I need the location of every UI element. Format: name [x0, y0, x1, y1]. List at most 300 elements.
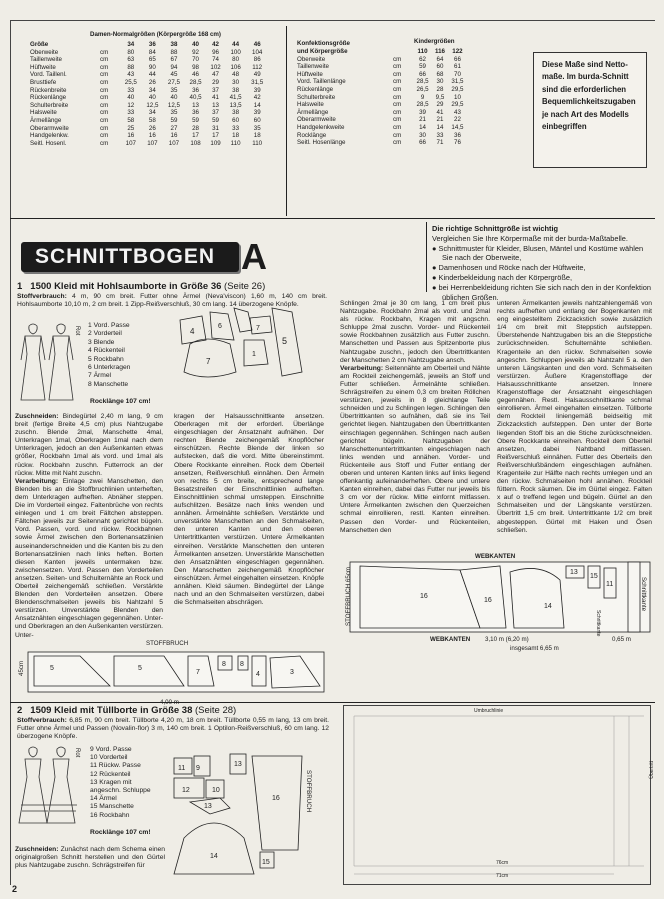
cell-value: 14,5	[451, 123, 464, 131]
cell-value: 29,5	[451, 101, 464, 109]
pattern-part: 10 Vorderteil	[90, 754, 128, 762]
pattern-part: 15 Manschette	[90, 803, 134, 811]
cell-value: 33	[127, 86, 135, 94]
row-unit: cm	[100, 71, 109, 79]
cell-value: 25	[127, 124, 135, 132]
model1-col4: unteren Ärmelkanten jeweils nahtzahlengemäß von rechts aufheften und entlang der Bogenkanten mit eng eingestelltem Zickzackstich sowie zusätzlich 1/4 cm breit mit Steppstich aufsteppen. Überstehende Nahtzugaben bis an die Steppstiche zurückschneiden. Schulternähte schließen. Kragenteile an den rückw. Schmalseiten sowie angeschn. Schluppen jeweils ab Nahtzahl 5 a. den unteren Längskanten und den vord. Schmalseiten verstürzen. Äußere Kragenstofflage der Halsausschnittkante ansetzen. Innere Kragenstofflage der Ansatznaht eingeschlagen gegennähen. Restl. Halsausschnittkante schmal einrollieren. Ärmel eingehalten einsetzen. Tüllborte dem Rockteil liniengemäß beidseitig mit Zickzackstich aufsteppen. Den unter der Borte liegenden Stoff bis an die Stiche zurückschneiden. Obere Rockkante einreihen. Rockteil dem Oberteil ansetzen, dabei Nahtband mitfassen. Reißverschluß einnähen. Futter des Oberteils den Reißverschlußbändern eingeschlagen aufnähen. Kragenteile zur Hälfte nach rechts umlegen und an den rückw. Schmalseiten hohl annähen. Rockteil füttern. Rock säumen. Die im Gürtel eingez. Falten x auf o treffend legen und bügeln. Gürtel an den Schmalseiten und der Längskante verstürzen. Übertritt 1,5 cm breit. Untertrittkante 1/2 cm breit abgesteppen. Gürtel mit Haken und Ösen schließen.	[497, 300, 652, 534]
advice-bullet: ● Schnittmuster für Kleider, Blusen, Mäntel und Kostüme wählen Sie nach der Oberweite,	[432, 243, 644, 263]
cell-value: 39	[419, 108, 426, 116]
cell-value: 86	[253, 56, 261, 64]
size-header: 38	[170, 41, 178, 48]
svg-text:7: 7	[256, 325, 260, 332]
divider	[10, 20, 655, 21]
right-selvage-bottom: WEBKANTEN	[430, 636, 471, 643]
material-text: 6,85 m, 90 cm breit. Tüllborte 4,20 m, 18 cm breit. Tüllborte 0,55 m lang, 13 cm breit. Futter ohne Ärmel und Passen (Novalin-flor) 3 m, 140 cm breit. 1 Optilon-Reißverschluß, 60 cm lang. 12 überzogene Knöpfe.	[17, 717, 330, 741]
model2-parts-label: Rot	[74, 748, 80, 758]
model1-illustration	[15, 322, 79, 402]
cell-value: 35	[170, 109, 178, 117]
cell-value: 28,5	[416, 101, 429, 109]
cell-value: 39	[253, 109, 261, 117]
cell-value: 29	[436, 101, 444, 109]
cell-value: 60	[232, 116, 240, 124]
grid-bottom-label-2: 71cm	[496, 873, 509, 879]
table-row	[297, 78, 467, 86]
size-advice	[432, 224, 654, 302]
model1-fold-label: STOFFBRUCH	[146, 640, 189, 647]
pattern-part: 2 Vorderteil	[88, 330, 122, 338]
row-label: Taillenweite	[297, 63, 329, 71]
cell-value: 104	[252, 48, 263, 56]
row-unit: cm	[100, 56, 109, 64]
cell-value: 35	[253, 124, 261, 132]
divider	[426, 222, 427, 292]
size-advice-intro: Vergleichen Sie Ihre Körpermaße mit der burda-Maßtabelle.	[432, 233, 628, 243]
banner-letter: A	[241, 236, 267, 277]
model2-page-ref: (Seite 28)	[195, 705, 237, 716]
grid-side-label: Übertritt	[649, 760, 656, 779]
pattern-part: 16 Rockbahn	[90, 811, 130, 819]
model2-parts-list	[90, 746, 152, 820]
pattern-part: 4 Rückenteil	[88, 347, 125, 355]
grid-lines	[344, 706, 652, 886]
table-row	[297, 116, 467, 124]
cell-value: 66	[419, 70, 426, 78]
svg-text:8: 8	[240, 661, 244, 668]
note-text: Diese Maße sind Nettomaße. Im burda-Schnitt sind die erforderlichen Bequemlichkeitszugaben je nach Art des Modells einbegriffen	[542, 60, 636, 132]
cell-value: 10	[454, 93, 461, 101]
cell-value: 26	[148, 78, 156, 86]
row-label: Brusttiefe	[30, 78, 57, 86]
row-unit: cm	[393, 63, 402, 71]
cell-value: 112	[252, 63, 263, 71]
divider	[10, 20, 11, 885]
table-header-label: Größe	[30, 41, 49, 48]
grid-bottom-label-1: 76cm	[496, 860, 509, 866]
svg-text:13: 13	[570, 569, 578, 576]
row-unit: cm	[100, 132, 109, 140]
cell-value: 59	[192, 116, 199, 124]
row-label: Rocklänge	[297, 131, 327, 139]
table-row	[297, 139, 467, 147]
pattern-part: 5 Rockbahn	[88, 355, 124, 363]
model2-material	[17, 717, 329, 741]
model1-width-label: 45cm	[18, 660, 25, 676]
svg-text:5: 5	[282, 336, 288, 346]
row-label: Hüftweite	[297, 70, 323, 78]
model1-pattern-pieces	[160, 300, 330, 380]
cell-value: 40,5	[189, 94, 202, 102]
row-label: Handgelenkw.	[30, 132, 69, 140]
row-label: Oberweite	[297, 55, 326, 63]
divider	[10, 218, 655, 219]
size-header: 36	[148, 41, 156, 48]
row-unit: cm	[393, 70, 402, 78]
cell-value: 12	[127, 101, 135, 109]
cell-value: 9,5	[435, 93, 445, 101]
cell-value: 37	[212, 86, 219, 94]
row-unit: cm	[100, 124, 109, 132]
cell-value: 76	[454, 139, 461, 147]
row-label: Halsweite	[30, 109, 57, 117]
row-label: Ärmellänge	[297, 108, 329, 116]
cell-value: 17	[192, 132, 199, 140]
cell-value: 88	[170, 48, 178, 56]
row-label: Oberarmweite	[30, 124, 69, 132]
table-row	[30, 71, 268, 79]
row-unit: cm	[100, 86, 109, 94]
table-row	[30, 109, 268, 117]
table-header-label	[297, 48, 393, 56]
cell-value: 31	[212, 124, 219, 132]
size-header: 116	[434, 48, 445, 55]
row-unit: cm	[393, 108, 402, 116]
cell-value: 16	[127, 132, 135, 140]
row-unit: cm	[100, 116, 109, 124]
table-row	[30, 102, 268, 110]
cell-value: 107	[125, 139, 136, 147]
cell-value: 38	[232, 109, 240, 117]
row-unit: cm	[393, 116, 402, 124]
cell-value: 37	[212, 109, 219, 117]
cell-value: 31,5	[451, 78, 464, 86]
pattern-part: 11 Rückw. Passe	[90, 762, 141, 770]
cell-value: 110	[230, 139, 241, 147]
row-unit: cm	[393, 123, 402, 131]
size-header: 34	[127, 41, 135, 48]
table-row	[30, 132, 268, 140]
cell-value: 25,5	[124, 78, 137, 86]
model2-number: 2	[17, 705, 23, 716]
cell-value: 94	[170, 63, 178, 71]
size-header: 110	[417, 48, 428, 55]
cell-value: 40	[170, 94, 178, 102]
svg-text:6: 6	[218, 323, 222, 330]
model1-skirt-length: Rocklänge 107 cm!	[90, 398, 151, 405]
row-unit: cm	[393, 131, 402, 139]
grid-diagram	[343, 705, 656, 885]
cell-value: 36	[192, 109, 199, 117]
svg-text:14: 14	[210, 853, 218, 860]
cell-value: 96	[212, 48, 219, 56]
cell-value: 30	[419, 131, 426, 139]
cell-value: 14	[436, 123, 444, 131]
cell-value: 36	[192, 86, 199, 94]
cell-value: 36	[454, 131, 461, 139]
cell-value: 102	[210, 63, 221, 71]
kids-title-line1: Konfektionsgröße	[297, 40, 350, 47]
table-row	[30, 49, 268, 57]
table-row	[297, 56, 467, 64]
right-fold-label: STOFFBRUCH 65cm	[345, 566, 352, 626]
cell-value: 14	[419, 123, 426, 131]
cell-value: 44	[148, 71, 156, 79]
cell-value: 59	[419, 63, 426, 71]
svg-text:7: 7	[206, 357, 211, 366]
cell-value: 66	[419, 139, 426, 147]
row-label: Ärmellänge	[30, 116, 62, 124]
cell-value: 12,5	[146, 101, 159, 109]
table-row	[297, 124, 467, 132]
row-label: Schulterbreite	[30, 101, 69, 109]
table-header-unit	[393, 48, 413, 56]
svg-text:5: 5	[50, 665, 54, 672]
row-label: Schulterbreite	[297, 93, 336, 101]
svg-text:11: 11	[178, 765, 186, 772]
cell-value: 59	[170, 116, 178, 124]
pattern-part: 6 Unterkragen	[88, 364, 131, 372]
right-length-label: 3,10 m (6,20 m)	[485, 636, 529, 643]
svg-text:8: 8	[222, 661, 226, 668]
model1-col2: kragen der Halsausschnittkante ansetzen. Oberkragen mit der erforderl. Überlänge eingeschlagen der Ansatznaht aufnähen. Der rechten Blende zeichengemäß Knopflöcher einschützen. Rechte Blende der linken so aufstecken, daß die vord. Mitte übereinstimmt. Obere Rockkante einreihen. Rock dem Oberteil ansetzen, Reißverschluß einnähen. Den Ärmeln von rechts 5 cm breite, entsprechend lange Besatzstreifen der Einschnittlinien aufheften. Einschnittlinien schmal umsteppen. Einschnitte aufschlitzen. Besätze nach links wenden und annähen. Ärmelnähte schließen. Verstärkte und unverstärkte Manschetten an den Schmalseiten, den unteren Kanten und den oberen Untertrittkanten verstürzen. Untere Ärmelkanten einreihen. Verstärkte Manschetten den unteren Ärmelkanten ansetzen. Unverstärkte Manschetten den Ansatznähten eingeschlagen gegennähen. Den Manschetten zeichengemäß Knopflöcher einschützen. Ärmel eingehalten einsetzen. Knöpfe annähen. Kleid säumen. Bindegürtel der Länge nach und an den Schmalseiten verstürzen, dabei die Schmalseiten abschrägen.	[174, 413, 324, 607]
svg-text:4: 4	[190, 327, 195, 336]
cell-value: 18	[253, 132, 261, 140]
cell-value: 14	[253, 101, 261, 109]
row-label: Rückenlänge	[30, 94, 67, 102]
svg-text:13: 13	[204, 803, 212, 810]
cell-value: 46	[192, 71, 199, 79]
page-number: 2	[12, 884, 18, 894]
material-label: Stoffverbrauch:	[17, 717, 67, 724]
row-label: Seitl. Hosenl.	[30, 139, 67, 147]
cell-value: 30	[436, 78, 444, 86]
cell-value: 22	[454, 116, 461, 124]
table-row	[297, 71, 467, 79]
model2-skirt-length: Rocklänge 107 cm!	[90, 829, 151, 836]
cell-value: 60	[436, 63, 444, 71]
row-unit: cm	[393, 93, 402, 101]
size-header: 46	[253, 41, 261, 48]
row-label: Oberweite	[30, 48, 59, 56]
table-row	[30, 94, 268, 102]
row-unit: cm	[100, 63, 109, 71]
model2-cut-text: Zuschneiden: Zunächst nach dem Schema einen originalgroßen Schnitt herstellen und den Gürtel plus Nahtzugabe zuschn. Schrägstreifen für	[15, 846, 165, 870]
grid-top-label: Umbruchlinie	[474, 708, 504, 714]
svg-text:5: 5	[138, 665, 142, 672]
cell-value: 90	[148, 63, 156, 71]
right-strip-label: Schnittkante	[640, 577, 647, 612]
svg-text:11: 11	[606, 581, 614, 588]
table-row	[297, 132, 467, 140]
cell-value: 64	[436, 55, 444, 63]
model1-parts-list	[88, 322, 130, 389]
cell-value: 84	[148, 48, 156, 56]
model1-cutting-layout	[28, 652, 328, 697]
size-advice-heading: Die richtige Schnittgröße ist wichtig	[432, 224, 559, 233]
svg-text:15: 15	[262, 859, 270, 866]
banner-title: SCHNITTBOGEN	[35, 245, 215, 268]
row-unit: cm	[393, 139, 402, 147]
svg-text:16: 16	[272, 795, 280, 802]
cell-value: 61	[454, 63, 461, 71]
model1-col1: Zuschneiden: Bindegürtel 2,40 m lang, 9 cm breit (fertige Breite 4,5 cm) plus Nahtzugabe zuschn. Blende 2mal, Manschette 4mal, Unterkragen 1mal, Oberkragen 1mal nach dem Unterkragen, jedoch an den Außenkanten etwas größer, Rockbahn 1mal als vord. und 1mal als rückw. Rockbahn zuschn. Futterrock an der rückw. Mitte mit Naht zuschn. Verarbeitung: Einlage zwei Manschetten, den Blenden bis an die Stoffbruchlinien unterheften, dem Unterkragen aufheften. Abnäher steppen. Die im Vorderteil eingez. Faltenbrüche von rechts einlegen und 1 cm breit Fältchen absteppen. Fältchen jeweils zur Seitennaht gerichtet bügeln. Vord. Passen, vord. und rückw. Rockbahnen sowie Ärmel zwischen den Bortenansatzlinien auseinanderschneiden und die Kanten bis zu den Bortenansatzlinien nach links heften. Borten diesen Kanten jeweils untermaken bzw. zwischensetzen. Vord. Passen den Vorderteilen ansetzen. Seiten- und Schulternähte an Rock und Oberteil zeichengemäß schließen. Verstärkte Blenden den Vorderteilen ansetzen. Obere Blendenschmalseiten jeweils bis Nahtzahl 5 verstürzen. Unverstärkte Blenden den Ansatznähten eingeschlagen gegennähen. Unter- und Oberkragen an den Außenkanten verstürzen. Unter-	[15, 413, 163, 639]
cell-value: 21	[419, 116, 426, 124]
pattern-part: 9 Vord. Passe	[90, 746, 132, 753]
cell-value: 106	[230, 63, 241, 71]
model2-heading	[17, 705, 236, 716]
cell-value: 33	[127, 109, 135, 117]
right-extra-label: 0,65 m	[612, 636, 631, 643]
cell-value: 26	[148, 124, 156, 132]
cell-value: 28,5	[189, 78, 202, 86]
women-table-title: Damen-Normalgrößen (Körpergröße 168 cm)	[90, 31, 221, 38]
model2-pattern-pieces	[160, 748, 310, 878]
women-size-table	[30, 41, 268, 147]
model2-illustration	[15, 745, 79, 825]
cell-value: 48	[232, 71, 240, 79]
material-text: 4 m, 90 cm breit. Futter ohne Ärmel (Neva'viscon) 1,60 m, 140 cm breit. Hohlsaumborte 10,10 m, 2 cm breit. 1 Zipp-Reißverschluß, 30 cm lang. 14 überzogene Knöpfe.	[17, 293, 327, 309]
cell-value: 88	[127, 63, 135, 71]
advice-bullet: ● Damenhosen und Röcke nach der Hüftweite,	[432, 263, 586, 273]
svg-text:13: 13	[234, 761, 242, 768]
table-row	[30, 125, 268, 133]
table-row	[297, 63, 467, 71]
row-unit: cm	[100, 109, 109, 117]
cell-value: 43	[127, 71, 135, 79]
cell-value: 58	[148, 116, 156, 124]
divider	[10, 702, 655, 703]
cell-value: 47	[212, 71, 219, 79]
cell-value: 13,5	[229, 101, 242, 109]
cell-value: 98	[192, 63, 199, 71]
cell-value: 40	[127, 94, 135, 102]
row-label: Oberarmweite	[297, 116, 336, 124]
svg-text:1: 1	[252, 351, 256, 358]
row-label: Taillenweite	[30, 56, 62, 64]
cell-value: 45	[170, 71, 178, 79]
row-unit: cm	[393, 101, 402, 109]
cell-value: 70	[192, 56, 199, 64]
cell-value: 107	[147, 139, 158, 147]
svg-text:14: 14	[544, 603, 552, 610]
cell-value: 80	[232, 56, 240, 64]
table-header-unit	[100, 41, 120, 49]
size-header: 122	[452, 48, 463, 55]
cell-value: 41	[212, 94, 219, 102]
cell-value: 35	[170, 86, 178, 94]
cell-value: 68	[436, 70, 444, 78]
svg-text:9: 9	[196, 765, 200, 772]
cell-value: 34	[148, 86, 156, 94]
cell-value: 29,5	[451, 85, 464, 93]
table-row	[297, 86, 467, 94]
cell-value: 38	[232, 86, 240, 94]
cell-value: 33	[232, 124, 240, 132]
schnittbogen-banner	[21, 242, 239, 272]
row-unit: cm	[393, 78, 402, 86]
note-box	[533, 52, 647, 168]
cell-value: 29	[212, 78, 219, 86]
cell-value: 33	[436, 131, 444, 139]
row-unit: cm	[100, 139, 109, 147]
right-cutting-layout	[350, 562, 652, 637]
model1-page-ref: (Seite 26)	[224, 281, 266, 292]
pattern-part: 1 Vord. Passe	[88, 322, 130, 329]
svg-text:10: 10	[212, 787, 220, 794]
advice-bullet: ● bei Herrenbekleidung richten Sie sich nach den in der Konfektion üblichen Größen.	[432, 282, 651, 302]
cell-value: 18	[232, 132, 240, 140]
pattern-part: 12 Rückenteil	[90, 770, 131, 778]
cell-value: 63	[127, 56, 135, 64]
row-label: Seitl. Hosenlänge	[297, 139, 346, 147]
kids-title-line2: und Körpergröße	[297, 47, 348, 55]
table-row	[297, 109, 467, 117]
right-selvage-top: WEBKANTEN	[475, 553, 516, 560]
row-label: Hüftweite	[30, 63, 56, 71]
size-advice-list	[432, 244, 654, 303]
kids-size-table	[297, 48, 467, 147]
right-total-label: insgesamt 6,65 m	[510, 645, 559, 652]
table-row	[30, 64, 268, 72]
cell-value: 34	[148, 109, 156, 117]
cell-value: 100	[230, 48, 241, 56]
size-header: 42	[212, 41, 219, 48]
row-unit: cm	[393, 85, 402, 93]
size-header: 40	[192, 41, 199, 48]
cell-value: 41,5	[229, 94, 242, 102]
cell-value: 92	[192, 48, 199, 56]
pattern-part: 14 Ärmel	[90, 795, 117, 803]
svg-text:16: 16	[484, 597, 492, 604]
svg-text:3: 3	[290, 669, 294, 676]
cell-value: 65	[148, 56, 156, 64]
table-row	[30, 117, 268, 125]
row-unit: cm	[100, 101, 109, 109]
cell-value: 80	[127, 48, 135, 56]
cell-value: 13	[212, 101, 219, 109]
row-unit: cm	[100, 78, 109, 86]
table-row	[297, 94, 467, 102]
table-row	[30, 56, 268, 64]
cell-value: 66	[454, 55, 461, 63]
cell-value: 26,5	[416, 85, 429, 93]
svg-text:7: 7	[196, 669, 200, 676]
cell-value: 17	[212, 132, 219, 140]
divider	[286, 26, 287, 216]
cell-value: 108	[190, 139, 201, 147]
pattern-part: 7 Ärmel	[88, 372, 112, 380]
cell-value: 71	[436, 139, 444, 147]
advice-bullet: ● Kinderbekleidung nach der Körpergröße,	[432, 272, 573, 282]
cell-value: 28	[436, 85, 444, 93]
model1-parts-label: Rot	[74, 326, 80, 336]
row-label: Halsweite	[297, 101, 324, 109]
row-label: Vord. Taillenlänge	[297, 78, 346, 86]
table-row	[30, 140, 268, 148]
model2-fold-label: STOFFBRUCH	[305, 770, 312, 813]
cell-value: 27,5	[167, 78, 180, 86]
row-label: Handgelenkweite	[297, 123, 345, 131]
cell-value: 40	[148, 94, 156, 102]
cell-value: 39	[253, 86, 261, 94]
cell-value: 12,5	[167, 101, 180, 109]
cell-value: 9	[420, 93, 425, 101]
kids-sizes-header: Kindergrößen	[414, 38, 455, 45]
model1-number: 1	[17, 281, 23, 292]
cell-value: 27	[170, 124, 178, 132]
cell-value: 16	[148, 132, 156, 140]
model2-title: 1509 Kleid mit Tüllborte in Größe 38	[30, 705, 193, 716]
row-label: Rückenlänge	[297, 85, 334, 93]
model1-title: 1500 Kleid mit Hohlsaumborte in Größe 36	[30, 281, 222, 292]
svg-text:16: 16	[420, 593, 428, 600]
cell-value: 28,5	[416, 78, 429, 86]
cell-value: 30	[232, 78, 240, 86]
cell-value: 28	[192, 124, 199, 132]
table-row	[297, 101, 467, 109]
cell-value: 31,5	[251, 78, 264, 86]
svg-text:15: 15	[590, 573, 598, 580]
row-unit: cm	[393, 55, 402, 63]
